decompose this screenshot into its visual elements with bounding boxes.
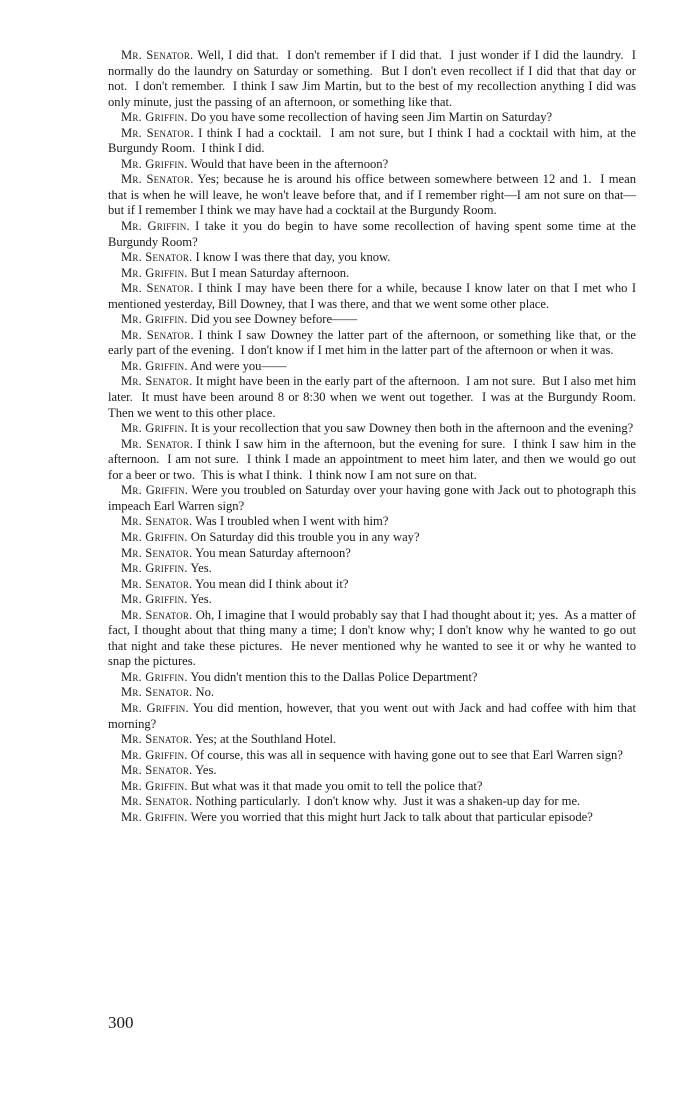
- speaker-name: Mr. Senator.: [121, 514, 193, 529]
- transcript-paragraph: [108, 312, 636, 328]
- speaker-name: Mr. Griffin.: [121, 156, 188, 171]
- speaker-statement: I think I saw Downey the latter part of the afternoon, or something like that, or the early part of the evening. I don't know if I met him in the latter part of the afternoon or when it was.: [108, 327, 640, 358]
- speaker-name: Mr. Senator.: [121, 250, 193, 265]
- speaker-name: Mr. Griffin.: [121, 358, 188, 373]
- transcript-paragraph: [108, 607, 640, 670]
- speaker-statement: You did mention, however, that you went out with Jack and had coffee with him that morning?: [108, 700, 640, 731]
- speaker-name: Mr. Griffin.: [121, 421, 188, 436]
- speaker-statement: Of course, this was all in sequence with having gone out to see that Earl Warren sign?: [187, 747, 623, 762]
- speaker-statement: You didn't mention this to the Dallas Police Department?: [187, 669, 478, 684]
- transcript-paragraph: [108, 436, 640, 484]
- speaker-name: Mr. Senator.: [121, 436, 194, 451]
- speaker-name: Mr. Senator.: [121, 48, 194, 62]
- transcript-paragraph: [108, 779, 636, 795]
- speaker-statement: I know I was there that day, you know.: [192, 250, 391, 265]
- transcript-paragraph: [108, 794, 636, 810]
- transcript-paragraph: [108, 266, 636, 282]
- transcript-paragraph: [108, 327, 640, 359]
- transcript-paragraph: [108, 546, 636, 562]
- speaker-name: Mr. Griffin.: [121, 747, 188, 762]
- speaker-name: Mr. Griffin.: [121, 561, 188, 576]
- speaker-name: Mr. Senator.: [121, 281, 194, 296]
- transcript-paragraph: [108, 110, 636, 126]
- transcript-paragraph: [108, 530, 636, 546]
- speaker-statement: Yes; at the Southland Hotel.: [192, 732, 337, 747]
- speaker-name: Mr. Griffin.: [121, 700, 189, 715]
- speaker-statement: I take it you do begin to have some recollection of having spent some time at the Burgundy Room?: [108, 219, 640, 249]
- page-number: 300: [108, 1013, 134, 1032]
- speaker-name: Mr. Griffin.: [121, 265, 188, 280]
- speaker-name: Mr. Senator.: [121, 794, 193, 809]
- transcript-paragraph: [108, 374, 643, 421]
- transcript-paragraph: [108, 732, 636, 748]
- speaker-name: Mr. Senator.: [121, 374, 193, 389]
- transcript-paragraph: [108, 577, 636, 593]
- speaker-name: Mr. Griffin.: [121, 592, 188, 607]
- speaker-name: Mr. Griffin.: [121, 110, 188, 125]
- transcript-paragraph: [108, 157, 636, 173]
- transcript-paragraph: [108, 219, 640, 250]
- speaker-name: Mr. Senator.: [121, 172, 194, 187]
- speaker-statement: Was I troubled when I went with him?: [192, 514, 389, 529]
- transcript-paragraph: [108, 810, 636, 826]
- speaker-statement: Were you worried that this might hurt Jack to talk about that particular episode?: [187, 809, 593, 824]
- transcript-paragraph: [108, 514, 636, 530]
- speaker-statement: Do you have some recollection of having seen Jim Martin on Saturday?: [187, 110, 553, 125]
- transcript-paragraph: [108, 421, 636, 437]
- speaker-statement: Did you see Downey before——: [187, 312, 358, 327]
- speaker-statement: You mean did I think about it?: [192, 576, 349, 591]
- transcript-paragraph: [108, 48, 640, 110]
- transcript-paragraph: [108, 700, 640, 732]
- transcript-paragraph: [108, 592, 636, 608]
- speaker-name: Mr. Griffin.: [121, 312, 188, 327]
- transcript-paragraph: [108, 483, 640, 514]
- speaker-statement: But I mean Saturday afternoon.: [187, 265, 350, 280]
- speaker-statement: I think I had a cocktail. I am not sure, but I think I had a cocktail with him, at the Burgundy Room. I think I did.: [108, 125, 640, 156]
- speaker-statement: It is your recollection that you saw Downey then both in the afternoon and the evening?: [187, 421, 634, 436]
- speaker-name: Mr. Senator.: [121, 545, 193, 560]
- transcript-paragraph: [108, 685, 636, 701]
- speaker-statement: You mean Saturday afternoon?: [192, 545, 351, 560]
- transcript-paragraph: [108, 125, 640, 157]
- transcript-paragraph: [108, 763, 636, 779]
- speaker-name: Mr. Senator.: [121, 685, 193, 700]
- transcript-paragraph: [108, 172, 640, 219]
- speaker-statement: Yes.: [187, 561, 212, 576]
- speaker-statement: And were you——: [187, 358, 287, 373]
- speaker-statement: Would that have been in the afternoon?: [187, 156, 389, 171]
- speaker-name: Mr. Senator.: [121, 607, 193, 622]
- transcript-paragraph: [108, 670, 636, 686]
- speaker-statement: Yes.: [192, 763, 217, 778]
- transcript-paragraph: [108, 748, 636, 764]
- transcript-paragraph: [108, 250, 636, 266]
- speaker-name: Mr. Senator.: [121, 576, 193, 591]
- transcript-paragraph: [108, 281, 640, 312]
- speaker-name: Mr. Griffin.: [121, 669, 188, 684]
- speaker-statement: I think I may have been there for a while, because I know later on that I met who I mentioned yesterday, Bill Downey, that I was there, and that we went some other place.: [108, 281, 640, 311]
- speaker-name: Mr. Senator.: [121, 327, 194, 342]
- speaker-name: Mr. Griffin.: [121, 778, 188, 793]
- transcript-paragraph: [108, 359, 636, 375]
- speaker-name: Mr. Senator.: [121, 763, 193, 778]
- speaker-name: Mr. Senator.: [121, 125, 194, 140]
- speaker-statement: Were you troubled on Saturday over your having gone with Jack out to photograph this impeach Earl Warren sign?: [108, 483, 640, 513]
- speaker-name: Mr. Griffin.: [121, 483, 189, 498]
- speaker-name: Mr. Senator.: [121, 732, 193, 747]
- transcript-paragraph: [108, 561, 636, 577]
- speaker-name: Mr. Griffin.: [121, 529, 188, 544]
- speaker-statement: Well, I did that. I don't remember if I did that. I just wonder if I did the laundry. I normally do the laundry on Saturday or something. But I don't even recollect if I did that that day or not. I don't remember. I think I saw Jim Martin, but to the best of my recollection anything I did was only minute, just the passing of an afternoon, or something like that.: [108, 48, 640, 109]
- transcript-body: [108, 48, 643, 825]
- speaker-name: Mr. Griffin.: [121, 809, 188, 824]
- speaker-name: Mr. Griffin.: [121, 219, 190, 234]
- speaker-statement: But what was it that made you omit to tell the police that?: [187, 778, 483, 793]
- speaker-statement: I think I saw him in the afternoon, but the evening for sure. I think I saw him in the afternoon. I am not sure. I think I made an appointment to meet him later, and then we would go out for a beer or two. This is what I think. I think now I am not sure on that.: [108, 436, 640, 482]
- speaker-statement: No.: [192, 685, 215, 700]
- speaker-statement: Oh, I imagine that I would probably say that I had thought about it; yes. As a matter of fact, I thought about that thing many a time; I don't know why; I don't know why he wanted to go out that night and take these pictures. He never mentioned why he wanted to see it or why he wanted to snap the pictures.: [108, 607, 640, 669]
- speaker-statement: Yes.: [187, 592, 212, 607]
- speaker-statement: Nothing particularly. I don't know why. Just it was a shaken-up day for me.: [192, 794, 581, 809]
- speaker-statement: It might have been in the early part of the afternoon. I am not sure. But I also met him later. It must have been around 8 or 8:30 when we went out together. I was at the Burgundy Room. Then we went to this other place.: [108, 374, 643, 420]
- speaker-statement: On Saturday did this trouble you in any way?: [187, 529, 420, 544]
- speaker-statement: Yes; because he is around his office between somewhere between 12 and 1. I mean that is when he will leave, he won't leave before that, and if I remember right—I am not sure on that—but if I remember I think we may have had a cocktail at the Burgundy Room.: [108, 172, 640, 218]
